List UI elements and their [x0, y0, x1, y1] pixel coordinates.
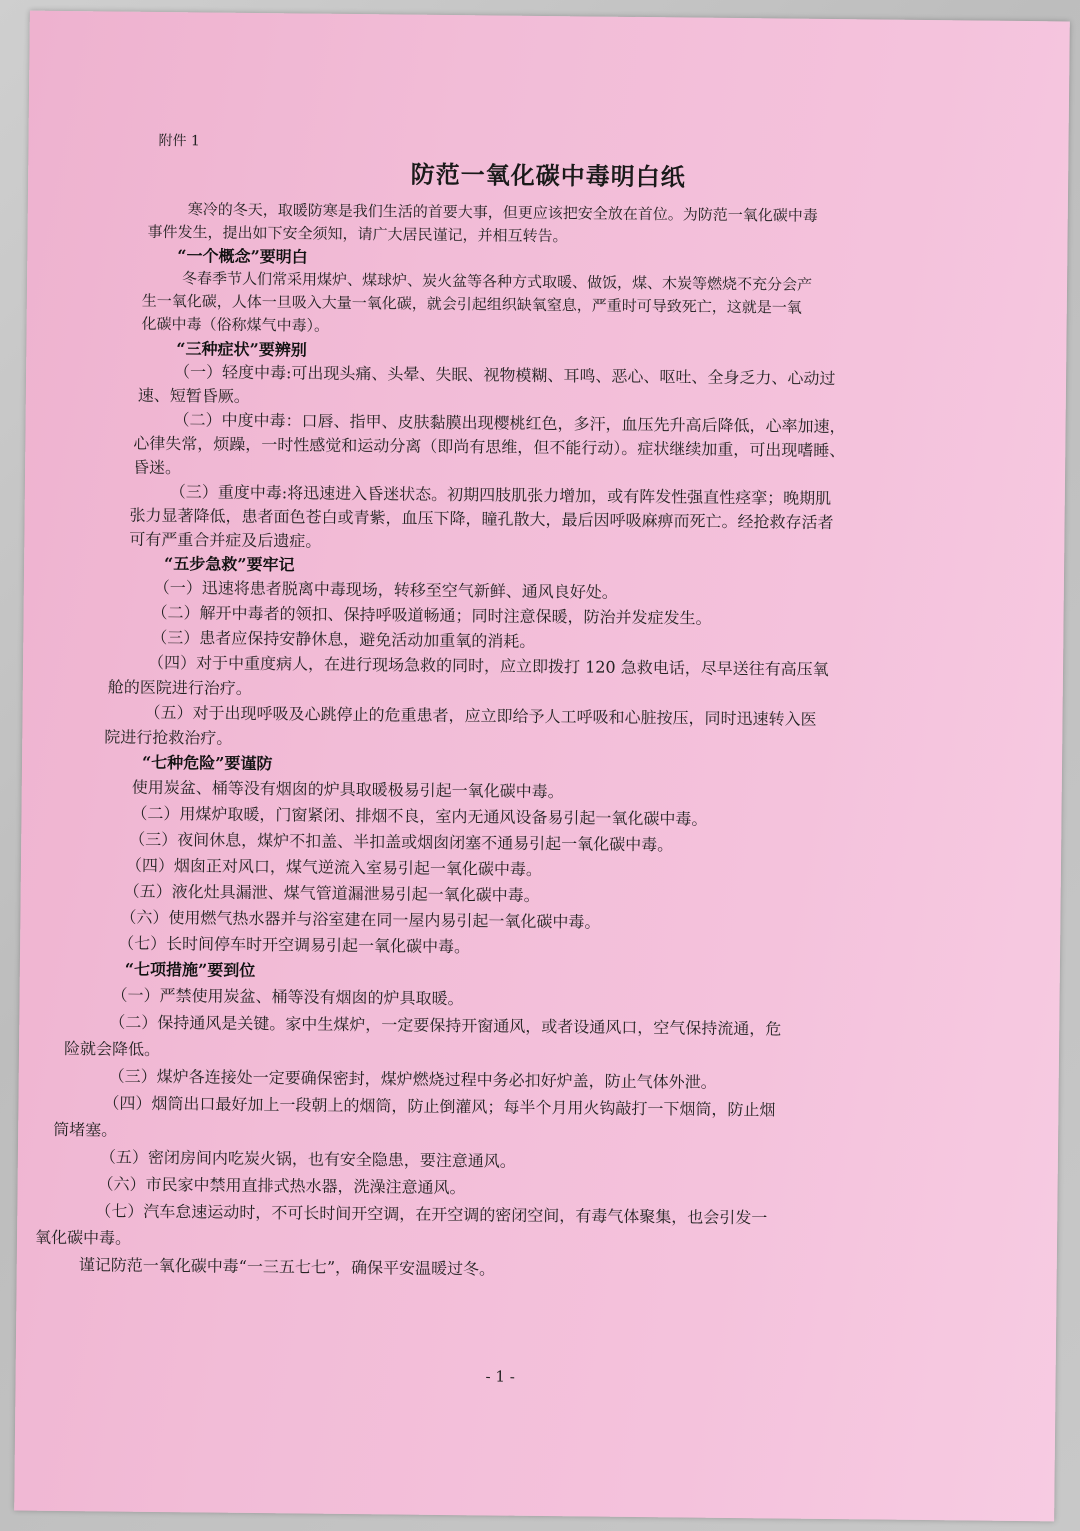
document-sheet — [14, 11, 1070, 1522]
body-line: （二）保持通风是关键。家中生煤炉，一定要保持开窗通风，或者设通风口，空气保持流通，危 — [109, 1012, 782, 1039]
closing-line: 谨记防范一氧化碳中毒“一三五七七”，确保平安温暖过冬。 — [78, 1255, 496, 1279]
body-line: 速、短暂昏厥。 — [137, 385, 250, 406]
section-heading: “五步急救”要牢记 — [164, 554, 295, 575]
document-title: 防范一氧化碳中毒明白纸 — [410, 159, 686, 192]
body-line: （二）解开中毒者的领扣、保持呼吸道畅通；同时注意保暖，防治并发症发生。 — [151, 602, 712, 628]
body-line: 张力显著降低，患者面色苍白或青紫，血压下降，瞳孔散大，最后因呼吸麻痹而死亡。经抢救存活者 — [129, 505, 834, 533]
section-heading: “三种症状”要辨别 — [176, 339, 307, 360]
page-number: - 1 - — [485, 1367, 515, 1386]
body-line: （七）汽车怠速运动时，不可长时间开空调，在开空调的密闭空间，有毒气体聚集，也会引发一 — [95, 1201, 768, 1228]
body-line: 冬春季节人们常采用煤炉、煤球炉、炭火盆等各种方式取暖、做饭，煤、木炭等燃烧不充分会产 — [181, 269, 813, 294]
body-line: （五）密闭房间内吃炭火锅，也有安全隐患，要注意通风。 — [99, 1147, 516, 1171]
body-line: （四）对于中重度病人，在进行现场急救的同时，应立即拨打 120 急救电话，尽早送往有高压氧 — [147, 652, 829, 679]
section-heading: “一个概念”要明白 — [177, 246, 308, 267]
body-line: （三）煤炉各连接处一定要确保密封，煤炉燃烧过程中务必扣好炉盖，防止气体外泄。 — [108, 1066, 717, 1092]
intro-line: 寒冷的冬天，取暖防寒是我们生活的首要大事，但更应该把安全放在首位。为防范一氧化碳中毒 — [187, 200, 818, 225]
body-line: 筒堵塞。 — [53, 1119, 118, 1140]
body-line: （三）患者应保持安静休息，避免活动加重氧的消耗。 — [151, 627, 536, 651]
body-line: 生一氧化碳，人体一旦吸入大量一氧化碳，就会引起组织缺氧窒息，严重时可导致死亡，这就是一氧 — [141, 291, 802, 317]
body-line: 院进行抢救治疗。 — [104, 727, 233, 748]
section-heading: “七项措施”要到位 — [124, 959, 256, 981]
body-line: （一）轻度中毒:可出现头痛、头晕、失眠、视物模糊、耳鸣、恶心、呕吐、全身乏力、心动过 — [174, 362, 836, 389]
body-line: （三）重度中毒:将迅速进入昏迷状态。初期四肢肌张力增加，或有阵发性强直性痉挛；晚期肌 — [169, 482, 832, 509]
body-line: 使用炭盆、桶等没有烟囱的炉具取暖极易引起一氧化碳中毒。 — [131, 777, 564, 802]
body-line: 舱的医院进行治疗。 — [107, 677, 252, 698]
body-line: （五）液化灶具漏泄、煤气管道漏泄易引起一氧化碳中毒。 — [123, 881, 540, 905]
intro-line: 事件发生，提出如下安全须知，请广大居民谨记，并相互转告。 — [147, 222, 568, 246]
body-line: （五）对于出现呼吸及心跳停止的危重患者，应立即给予人工呼吸和心脏按压，同时迅速转入医 — [144, 702, 817, 729]
body-line: （七）长时间停车时开空调易引起一氧化碳中毒。 — [118, 933, 471, 957]
body-line: 可有严重合并症及后遗症。 — [129, 529, 322, 551]
body-line: 险就会降低。 — [63, 1039, 161, 1060]
body-line: （二）用煤炉取暖，门窗紧闭、排烟不良，室内无通风设备易引起一氧化碳中毒。 — [131, 803, 708, 829]
body-line: （六）市民家中禁用直排式热水器，洗澡注意通风。 — [97, 1174, 466, 1198]
body-line: 氧化碳中毒。 — [34, 1227, 132, 1248]
body-line: （一）严禁使用炭盆、桶等没有烟囱的炉具取暖。 — [111, 985, 464, 1009]
body-line: （四）烟囱正对风口，煤气逆流入室易引起一氧化碳中毒。 — [125, 855, 543, 880]
attachment-label: 附件 1 — [158, 132, 200, 150]
body-line: （四）烟筒出口最好加上一段朝上的烟筒，防止倒灌风；每半个月用火钩敲打一下烟筒，防止烟 — [103, 1093, 776, 1120]
section-heading: “七种危险”要谨防 — [141, 752, 273, 774]
body-line: （二）中度中毒：口唇、指甲、皮肤黏膜出现樱桃红色，多汗，血压先升高后降低，心率加速， — [173, 410, 846, 437]
body-line: （三）夜间休息，煤炉不扣盖、半扣盖或烟囱闭塞不通易引起一氧化碳中毒。 — [129, 829, 674, 855]
body-line: （六）使用燃气热水器并与浴室建在同一屋内易引起一氧化碳中毒。 — [120, 907, 601, 932]
body-line: （一）迅速将患者脱离中毒现场，转移至空气新鲜、通风良好处。 — [153, 577, 618, 602]
body-line: 化碳中毒（俗称煤气中毒）。 — [141, 314, 330, 335]
body-line: 昏迷。 — [133, 457, 182, 478]
body-line: 心律失常，烦躁，一时性感觉和运动分离（即尚有思维，但不能行动）。症状继续加重，可出现嗜睡、 — [133, 433, 846, 461]
